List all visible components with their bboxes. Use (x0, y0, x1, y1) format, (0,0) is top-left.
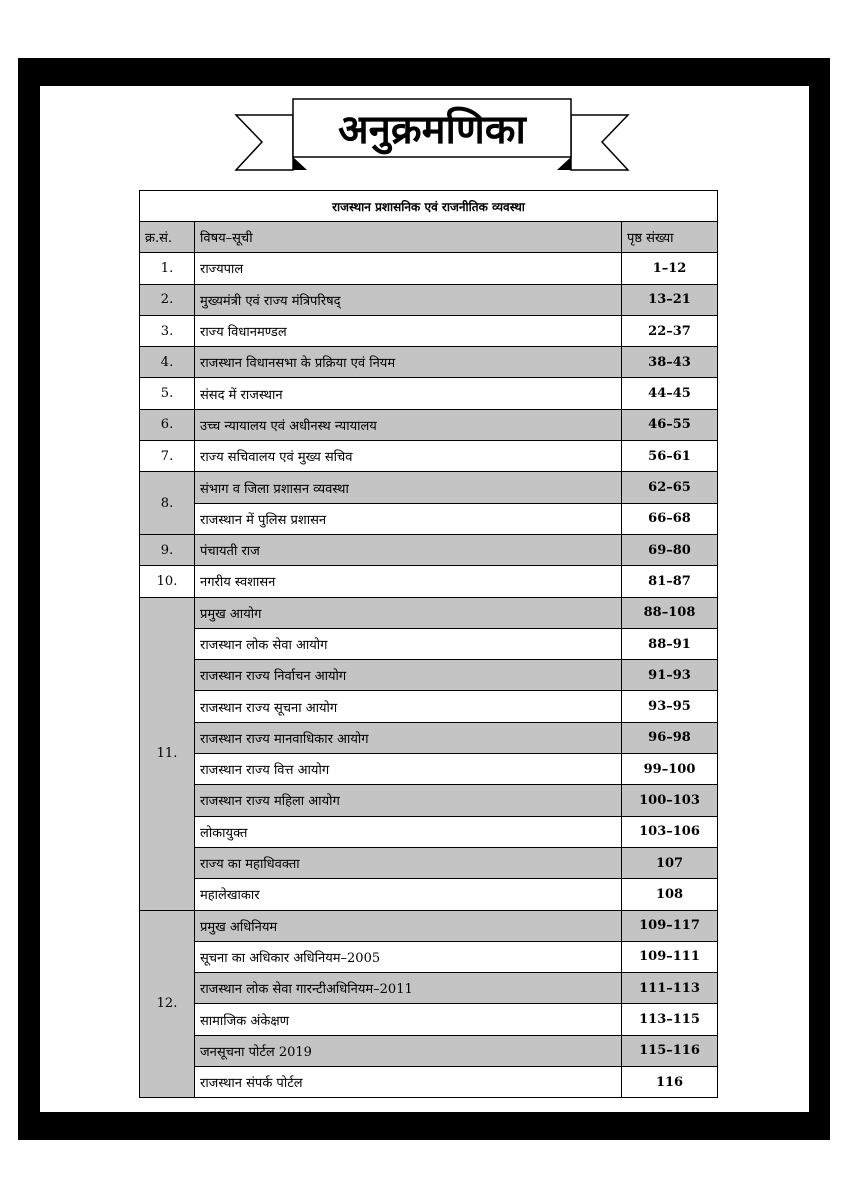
table-row (140, 597, 718, 628)
table-row (140, 910, 718, 941)
table-row (140, 847, 718, 878)
row-page: 91–93 (622, 660, 718, 691)
row-page: 1–12 (622, 253, 718, 284)
row-topic: मुख्यमंत्री एवं राज्य मंत्रिपरिषद् (195, 284, 622, 315)
row-page: 100–103 (622, 785, 718, 816)
row-page: 66–68 (622, 503, 718, 534)
row-topic: राजस्थान राज्य महिला आयोग (195, 785, 622, 816)
table-row (140, 785, 718, 816)
row-serial: 2. (140, 284, 195, 315)
row-serial: 8. (140, 472, 195, 535)
row-page: 116 (622, 1067, 718, 1098)
row-topic: राजस्थान संपर्क पोर्टल (195, 1067, 622, 1098)
row-topic: संसद में राजस्थान (195, 378, 622, 409)
row-topic: संभाग व जिला प्रशासन व्यवस्था (195, 472, 622, 503)
row-topic: नगरीय स्वशासन (195, 566, 622, 597)
table-row (140, 1035, 718, 1066)
row-page: 113–115 (622, 1004, 718, 1035)
row-topic: सामाजिक अंकेक्षण (195, 1004, 622, 1035)
row-page: 115–116 (622, 1035, 718, 1066)
table-row (140, 1004, 718, 1035)
row-serial: 5. (140, 378, 195, 409)
header-topic: विषय–सूची (195, 222, 622, 253)
row-page: 88–91 (622, 628, 718, 659)
header-page: पृष्ठ संख्या (622, 222, 718, 253)
row-serial: 6. (140, 409, 195, 440)
row-serial: 3. (140, 315, 195, 346)
row-page: 22–37 (622, 315, 718, 346)
row-page: 56–61 (622, 441, 718, 472)
row-topic: जनसूचना पोर्टल 2019 (195, 1035, 622, 1066)
row-serial: 7. (140, 441, 195, 472)
row-topic: राज्य का महाधिवक्ता (195, 847, 622, 878)
table-row (140, 347, 718, 378)
row-page: 109–117 (622, 910, 718, 941)
row-page: 107 (622, 847, 718, 878)
row-page: 46–55 (622, 409, 718, 440)
row-page: 111–113 (622, 973, 718, 1004)
row-topic: प्रमुख आयोग (195, 597, 622, 628)
section-heading: राजस्थान प्रशासनिक एवं राजनीतिक व्यवस्था (140, 191, 718, 222)
table-row (140, 1067, 718, 1098)
row-topic: राज्यपाल (195, 253, 622, 284)
table-row (140, 816, 718, 847)
table-row (140, 441, 718, 472)
table-of-contents (139, 190, 718, 1098)
row-topic: प्रमुख अधिनियम (195, 910, 622, 941)
table-row (140, 628, 718, 659)
row-page: 108 (622, 879, 718, 910)
table-row (140, 973, 718, 1004)
row-page: 103–106 (622, 816, 718, 847)
table-row (140, 472, 718, 503)
row-topic: महालेखाकार (195, 879, 622, 910)
row-serial: 4. (140, 347, 195, 378)
row-topic: राजस्थान राज्य निर्वाचन आयोग (195, 660, 622, 691)
row-serial: 11. (140, 597, 195, 910)
row-page: 13–21 (622, 284, 718, 315)
row-topic: उच्च न्यायालय एवं अधीनस्थ न्यायालय (195, 409, 622, 440)
table-row (140, 660, 718, 691)
row-page: 99–100 (622, 754, 718, 785)
row-serial: 12. (140, 910, 195, 1098)
row-serial: 9. (140, 534, 195, 565)
table-row (140, 409, 718, 440)
row-topic: सूचना का अधिकार अधिनियम–2005 (195, 941, 622, 972)
row-topic: राजस्थान में पुलिस प्रशासन (195, 503, 622, 534)
row-topic: राजस्थान राज्य मानवाधिकार आयोग (195, 722, 622, 753)
row-page: 96–98 (622, 722, 718, 753)
table-row (140, 754, 718, 785)
table-row (140, 503, 718, 534)
row-topic: राज्य विधानमण्डल (195, 315, 622, 346)
row-topic: राजस्थान राज्य सूचना आयोग (195, 691, 622, 722)
table-row (140, 879, 718, 910)
page-title: अनुक्रमणिका (338, 107, 526, 153)
table-row (140, 722, 718, 753)
row-serial: 1. (140, 253, 195, 284)
header-row (140, 222, 718, 253)
table-row (140, 284, 718, 315)
row-topic: पंचायती राज (195, 534, 622, 565)
row-serial: 10. (140, 566, 195, 597)
row-page: 62–65 (622, 472, 718, 503)
row-topic: लोकायुक्त (195, 816, 622, 847)
row-page: 44–45 (622, 378, 718, 409)
table-row (140, 691, 718, 722)
table-row (140, 378, 718, 409)
table-row (140, 253, 718, 284)
header-sno: क्र.सं. (140, 222, 195, 253)
row-topic: राजस्थान राज्य वित्त आयोग (195, 754, 622, 785)
row-page: 93–95 (622, 691, 718, 722)
row-topic: राजस्थान विधानसभा के प्रक्रिया एवं नियम (195, 347, 622, 378)
table-row (140, 941, 718, 972)
row-page: 109–111 (622, 941, 718, 972)
table-row (140, 315, 718, 346)
table-row (140, 566, 718, 597)
row-topic: राज्य सचिवालय एवं मुख्य सचिव (195, 441, 622, 472)
row-page: 81–87 (622, 566, 718, 597)
row-page: 38–43 (622, 347, 718, 378)
row-topic: राजस्थान लोक सेवा आयोग (195, 628, 622, 659)
table-row (140, 534, 718, 565)
row-page: 69–80 (622, 534, 718, 565)
row-page: 88–108 (622, 597, 718, 628)
row-topic: राजस्थान लोक सेवा गारन्टीअधिनियम–2011 (195, 973, 622, 1004)
